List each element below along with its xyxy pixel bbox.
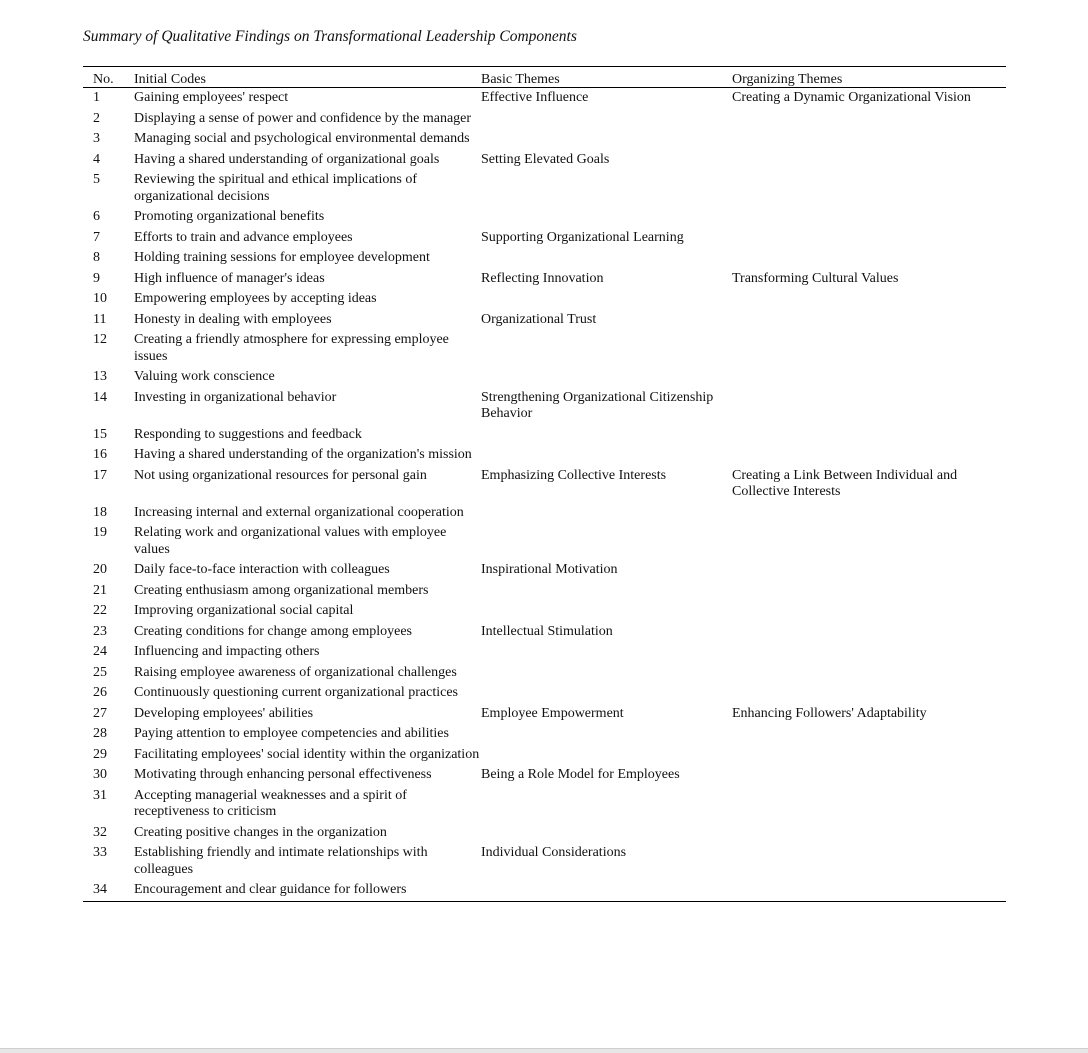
organizing-theme <box>732 332 1006 365</box>
organizing-theme <box>732 312 1006 329</box>
row-number: 6 <box>93 209 100 224</box>
organizing-theme <box>732 788 1006 821</box>
findings-table <box>83 66 1006 902</box>
row-number: 12 <box>93 332 107 347</box>
row-number: 20 <box>93 562 107 577</box>
basic-theme: Reflecting Innovation <box>481 270 604 286</box>
table-row <box>83 581 1006 602</box>
basic-theme <box>481 525 732 558</box>
basic-theme <box>481 788 732 821</box>
basic-theme <box>481 825 732 842</box>
row-number: 18 <box>93 504 107 520</box>
basic-theme <box>481 583 732 600</box>
organizing-theme <box>732 291 1006 308</box>
basic-theme: Being a Role Model for Employees <box>481 767 680 782</box>
organizing-theme <box>732 882 1006 899</box>
organizing-theme <box>732 505 1006 522</box>
table-row <box>83 704 1006 725</box>
table-row <box>83 367 1006 388</box>
table-row <box>83 523 1006 560</box>
row-number: 4 <box>93 151 100 167</box>
row-number: 16 <box>93 447 107 462</box>
organizing-theme <box>732 624 1006 641</box>
basic-theme <box>481 172 732 205</box>
organizing-theme: Creating a Dynamic Organizational Vision <box>732 90 971 105</box>
organizing-theme <box>732 230 1006 247</box>
organizing-theme <box>732 665 1006 682</box>
table-caption: Summary of Qualitative Findings on Transformational Leadership Components <box>83 28 577 45</box>
organizing-theme <box>732 131 1006 148</box>
initial-code: Managing social and psychological environmental demands <box>134 131 470 146</box>
initial-code: Creating enthusiasm among organizational members <box>134 582 429 598</box>
table-row <box>83 642 1006 663</box>
initial-code: Encouragement and clear guidance for followers <box>134 882 407 897</box>
initial-code: Efforts to train and advance employees <box>134 229 353 245</box>
row-number: 23 <box>93 623 107 639</box>
organizing-theme <box>732 685 1006 702</box>
organizing-theme <box>732 111 1006 128</box>
row-number: 2 <box>93 110 100 126</box>
organizing-theme <box>732 369 1006 386</box>
basic-theme: Organizational Trust <box>481 311 597 327</box>
header-initial-codes: Initial Codes <box>134 72 206 87</box>
basic-theme <box>481 369 732 386</box>
initial-code: Reviewing the spiritual and ethical implications of organizational decisions <box>134 172 418 204</box>
table-row <box>83 560 1006 581</box>
table-row <box>83 207 1006 228</box>
initial-code: Influencing and impacting others <box>134 644 320 659</box>
row-number: 29 <box>93 746 107 762</box>
basic-theme <box>481 726 732 743</box>
table-row <box>83 109 1006 130</box>
row-number: 19 <box>93 525 107 540</box>
row-number: 11 <box>93 311 107 327</box>
basic-theme <box>481 665 732 682</box>
table-row <box>83 445 1006 466</box>
row-number: 3 <box>93 131 100 146</box>
row-number: 21 <box>93 582 107 598</box>
table-row <box>83 786 1006 823</box>
table-row <box>83 88 1006 109</box>
organizing-theme <box>732 427 1006 444</box>
basic-theme <box>481 644 732 661</box>
table-row <box>83 601 1006 622</box>
table-row <box>83 724 1006 745</box>
basic-theme: Inspirational Motivation <box>481 562 618 577</box>
initial-code: High influence of manager's ideas <box>134 270 325 286</box>
organizing-theme <box>732 583 1006 600</box>
initial-code: Having a shared understanding of organizational goals <box>134 151 440 167</box>
initial-code: Creating positive changes in the organization <box>134 824 387 840</box>
row-number: 31 <box>93 787 107 803</box>
table-row <box>83 248 1006 269</box>
row-number: 14 <box>93 389 107 405</box>
row-number: 32 <box>93 824 107 840</box>
row-number: 7 <box>93 229 100 245</box>
organizing-theme <box>732 845 1006 878</box>
row-number: 28 <box>93 726 107 741</box>
row-number: 10 <box>93 291 107 306</box>
row-number: 33 <box>93 845 107 860</box>
organizing-theme <box>732 825 1006 842</box>
basic-theme: Setting Elevated Goals <box>481 151 610 167</box>
initial-code: Investing in organizational behavior <box>134 389 337 405</box>
organizing-theme <box>732 726 1006 743</box>
initial-code: Valuing work conscience <box>134 369 275 384</box>
organizing-theme <box>732 250 1006 267</box>
table-row <box>83 310 1006 331</box>
basic-theme <box>481 427 732 444</box>
table-row <box>83 503 1006 524</box>
basic-theme <box>481 291 732 308</box>
basic-theme <box>481 250 732 267</box>
row-number: 8 <box>93 250 100 265</box>
basic-theme <box>481 332 732 365</box>
initial-code: Daily face-to-face interaction with colleagues <box>134 562 390 577</box>
table-row <box>83 269 1006 290</box>
row-number: 13 <box>93 369 107 384</box>
initial-code: Developing employees' abilities <box>134 705 314 721</box>
organizing-theme <box>732 172 1006 205</box>
table-row <box>83 823 1006 844</box>
basic-theme: Employee Empowerment <box>481 705 624 721</box>
table-header <box>83 67 1006 88</box>
table-row <box>83 330 1006 367</box>
initial-code: Increasing internal and external organizational cooperation <box>134 504 464 520</box>
initial-code: Holding training sessions for employee development <box>134 250 430 265</box>
initial-code: Creating conditions for change among employees <box>134 623 412 639</box>
table-row <box>83 663 1006 684</box>
initial-code: Creating a friendly atmosphere for expressing employee issues <box>134 332 449 364</box>
initial-code: Continuously questioning current organizational practices <box>134 685 458 700</box>
basic-theme <box>481 447 732 464</box>
table-row <box>83 843 1006 880</box>
initial-code: Facilitating employees' social identity within the organization <box>134 746 480 762</box>
initial-code: Honesty in dealing with employees <box>134 311 332 327</box>
basic-theme: Supporting Organizational Learning <box>481 229 684 245</box>
basic-theme <box>481 882 732 899</box>
table-row <box>83 150 1006 171</box>
basic-theme <box>481 131 732 148</box>
basic-theme <box>481 747 732 764</box>
initial-code: Gaining employees' respect <box>134 90 289 105</box>
table-row <box>83 425 1006 446</box>
table-row <box>83 388 1006 425</box>
row-number: 5 <box>93 172 100 187</box>
table-row <box>83 745 1006 766</box>
organizing-theme: Transforming Cultural Values <box>732 270 899 286</box>
header-basic-themes: Basic Themes <box>481 72 560 87</box>
table-row <box>83 466 1006 503</box>
organizing-theme <box>732 603 1006 620</box>
table-row <box>83 170 1006 207</box>
basic-theme: Intellectual Stimulation <box>481 623 613 639</box>
basic-theme: Strengthening Organizational Citizenship Behavior <box>481 389 714 421</box>
initial-code: Motivating through enhancing personal effectiveness <box>134 767 432 782</box>
basic-theme: Effective Influence <box>481 90 589 105</box>
initial-code: Displaying a sense of power and confidence by the manager <box>134 110 472 126</box>
initial-code: Empowering employees by accepting ideas <box>134 291 377 306</box>
organizing-theme <box>732 767 1006 784</box>
table-row <box>83 622 1006 643</box>
row-number: 34 <box>93 882 107 897</box>
initial-code: Having a shared understanding of the organization's mission <box>134 447 472 462</box>
row-number: 17 <box>93 467 107 483</box>
basic-theme <box>481 505 732 522</box>
initial-code: Promoting organizational benefits <box>134 209 325 224</box>
basic-theme <box>481 603 732 620</box>
initial-code: Establishing friendly and intimate relationships with colleagues <box>134 845 428 877</box>
basic-theme <box>481 209 732 226</box>
row-number: 9 <box>93 270 100 286</box>
organizing-theme <box>732 525 1006 558</box>
organizing-theme <box>732 644 1006 661</box>
header-no: No. <box>93 72 114 87</box>
table-row <box>83 129 1006 150</box>
organizing-theme <box>732 562 1006 579</box>
table-row <box>83 765 1006 786</box>
organizing-theme <box>732 747 1006 764</box>
organizing-theme <box>732 152 1006 169</box>
organizing-theme: Enhancing Followers' Adaptability <box>732 705 927 721</box>
initial-code: Responding to suggestions and feedback <box>134 426 362 442</box>
table-row <box>83 683 1006 704</box>
row-number: 15 <box>93 426 107 442</box>
initial-code: Relating work and organizational values with employee values <box>134 525 447 557</box>
basic-theme: Emphasizing Collective Interests <box>481 467 667 483</box>
row-number: 26 <box>93 685 107 700</box>
initial-code: Not using organizational resources for personal gain <box>134 467 427 483</box>
table-row <box>83 289 1006 310</box>
row-number: 24 <box>93 644 107 659</box>
basic-theme <box>481 685 732 702</box>
organizing-theme <box>732 390 1006 423</box>
initial-code: Accepting managerial weaknesses and a spirit of receptiveness to criticism <box>134 787 407 819</box>
header-organizing-themes: Organizing Themes <box>732 72 843 87</box>
row-number: 27 <box>93 705 107 721</box>
organizing-theme <box>732 447 1006 464</box>
table-body <box>83 88 1006 901</box>
row-number: 1 <box>93 90 100 105</box>
table-row <box>83 228 1006 249</box>
basic-theme <box>481 111 732 128</box>
row-number: 22 <box>93 603 107 618</box>
organizing-theme: Creating a Link Between Individual and Collective Interests <box>732 467 958 499</box>
initial-code: Paying attention to employee competencies and abilities <box>134 726 449 741</box>
row-number: 30 <box>93 767 107 782</box>
initial-code: Improving organizational social capital <box>134 603 354 618</box>
basic-theme: Individual Considerations <box>481 845 627 860</box>
initial-code: Raising employee awareness of organizational challenges <box>134 664 457 680</box>
page-bottom-edge <box>0 1048 1088 1053</box>
table-row <box>83 880 1006 901</box>
organizing-theme <box>732 209 1006 226</box>
row-number: 25 <box>93 664 107 680</box>
